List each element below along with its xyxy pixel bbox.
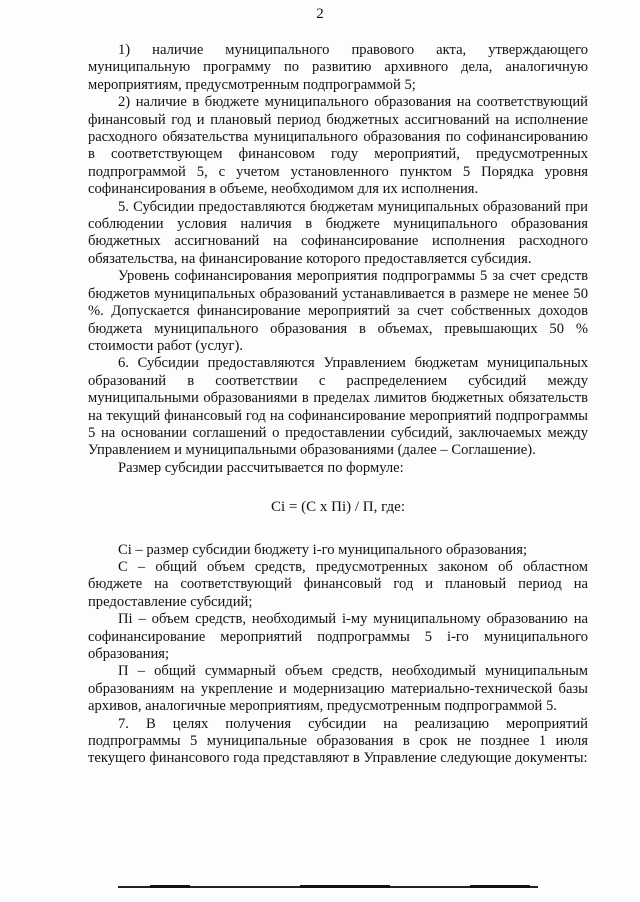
paragraph-formula-intro: Размер субсидии рассчитывается по формуле: — [118, 459, 404, 476]
paragraph-clause-6: 6. Субсидии предоставляются Управлением бюджетам муниципальных образований в соответствии с распределением субсидий между муниципальными образованиями в пределах лимитов бюджетных обязательств на текущий финансовый год на софинансирование мероприятий подпрограммы 5 на основании соглашений о предоставлении субсидий, заключаемых между Управлением и муниципальными образованиями (далее – Соглашение). — [88, 355, 588, 459]
paragraph-cofinancing-level: Уровень софинансирования мероприятия подпрограммы 5 за счет средств бюджетов муниципальных образований устанавливается в размере не менее 50 %. Допускается финансирование мероприятий за счет собственных доходов бюджета муниципального образования в объемах, превышающих 50 % стоимости работ (услуг). — [88, 268, 588, 354]
paragraph-clause-5: 5. Субсидии предоставляются бюджетам муниципальных образований при соблюдении условия наличия в бюджете муниципального образования бюджетных ассигнований на софинансирование исполнения расходного обязательства, на финансирование которого предоставляется субсидия. — [88, 198, 588, 267]
definition-c: C – общий объем средств, предусмотренных законом об областном бюджете на соответствующий финансовый год и плановый период на предоставление субсидий; — [88, 558, 588, 610]
definition-ci: Ci – размер субсидии бюджету i-го муниципального образования; — [118, 541, 527, 558]
definition-p: П – общий суммарный объем средств, необходимый муниципальным образованиям на укрепление и модернизацию материально-технической базы архивов, аналогичные мероприятиям, предусмотренным подпрограммой 5. — [88, 663, 588, 715]
document-body — [88, 42, 588, 768]
definition-pi: Пi – объем средств, необходимый i-му муниципальному образованию на софинансирование мероприятий подпрограммы 5 i-го муниципального образования; — [88, 611, 588, 662]
subsidy-formula: Ci = (C x Пi) / П, где: — [271, 499, 405, 516]
paragraph-condition-1: 1) наличие муниципального правового акта, утверждающего муниципальную программу по развитию архивного дела, аналогичную мероприятиям, предусмотренным подпрограммой 5; — [88, 42, 588, 93]
bottom-scan-mark — [300, 885, 390, 888]
paragraph-clause-7: 7. В целях получения субсидии на реализацию мероприятий подпрограммы 5 муниципальные образования в срок не позднее 1 июля текущего финансового года представляют в Управление следующие документы: — [88, 715, 588, 767]
page-number: 2 — [316, 6, 324, 22]
bottom-scan-mark — [470, 885, 530, 888]
paragraph-condition-2: 2) наличие в бюджете муниципального образования на соответствующий финансовый год и плановый период бюджетных ассигнований на исполнение расходного обязательства муниципального образования по софинансированию в соответствующем финансовом году мероприятий, предусмотренных подпрограммой 5, с учетом установленного пунктом 5 Порядка уровня софинансирования в объеме, необходимом для их исполнения. — [88, 94, 588, 198]
bottom-scan-mark — [150, 885, 190, 888]
